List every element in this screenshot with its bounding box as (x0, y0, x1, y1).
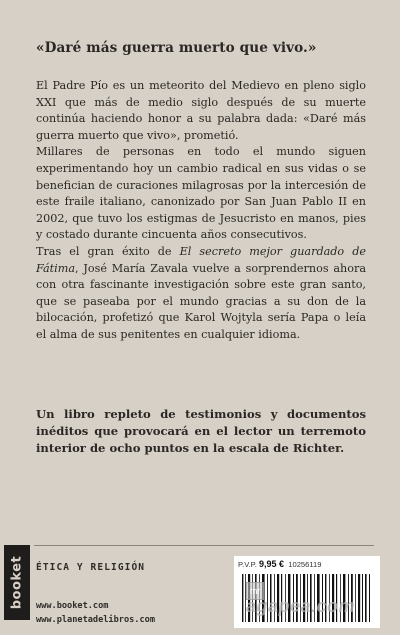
watermark: agapea.com (246, 596, 356, 616)
publisher-url-planeta[interactable]: www.planetadelibros.com (36, 615, 155, 625)
watermark-mark-icon: mr (246, 582, 264, 600)
book-title-reference: El secreto mejor guardado de Fátima (36, 244, 366, 275)
footer-divider (34, 545, 374, 546)
price-value: 9,95 € (259, 559, 285, 569)
price-line (238, 559, 376, 569)
paragraph-1-text: El Padre Pío es un meteorito del Medievo en pleno siglo XXI que más de medio siglo después de su muerte continúa haciendo honor a su palabra dada: «Daré más guerra muerto que vivo», prometió. (36, 79, 366, 142)
publisher-logo (4, 545, 30, 620)
paragraph-3-text-b: , José María Zavala vuelve a sorprendernos ahora con otra fascinante investigación sobre este gran santo, que se paseaba por el mundo gracias a su don de la bilocación, profetizó que Karol Wojtyla sería Papa o leía el alma de sus penitentes en cualquier idioma. (36, 261, 366, 341)
paragraph-3-text-a: Tras el gran éxito de (36, 244, 180, 258)
tagline-quote: «Daré más guerra muerto que vivo.» (36, 40, 317, 56)
publisher-logo-text: booket (9, 555, 25, 610)
synopsis-paragraph-3 (36, 244, 366, 344)
category-label: ÉTICA Y RELIGIÓN (36, 562, 146, 573)
closing-statement: Un libro repleto de testimonios y documentos inéditos que provocará en el lector un terremoto interior de ocho puntos en la escala de Richter. (36, 407, 366, 455)
synopsis-paragraph-1 (36, 78, 366, 144)
synopsis-paragraph-2 (36, 144, 366, 244)
product-code: 10256119 (288, 560, 322, 569)
paragraph-2-text: Millares de personas en todo el mundo siguen experimentando hoy un cambio radical en sus vidas o se benefician de curaciones milagrosas por la intercesión de este fraile italiano, canonizado por San Juan Pablo II en 2002, que tuvo los estigmas de Jesucristo en manos, pies y costado durante cincuenta años consecutivos. (36, 145, 366, 242)
publisher-url-booket[interactable]: www.booket.com (36, 601, 109, 611)
pvp-label: P.V.P. (238, 560, 257, 569)
synopsis (36, 78, 366, 344)
